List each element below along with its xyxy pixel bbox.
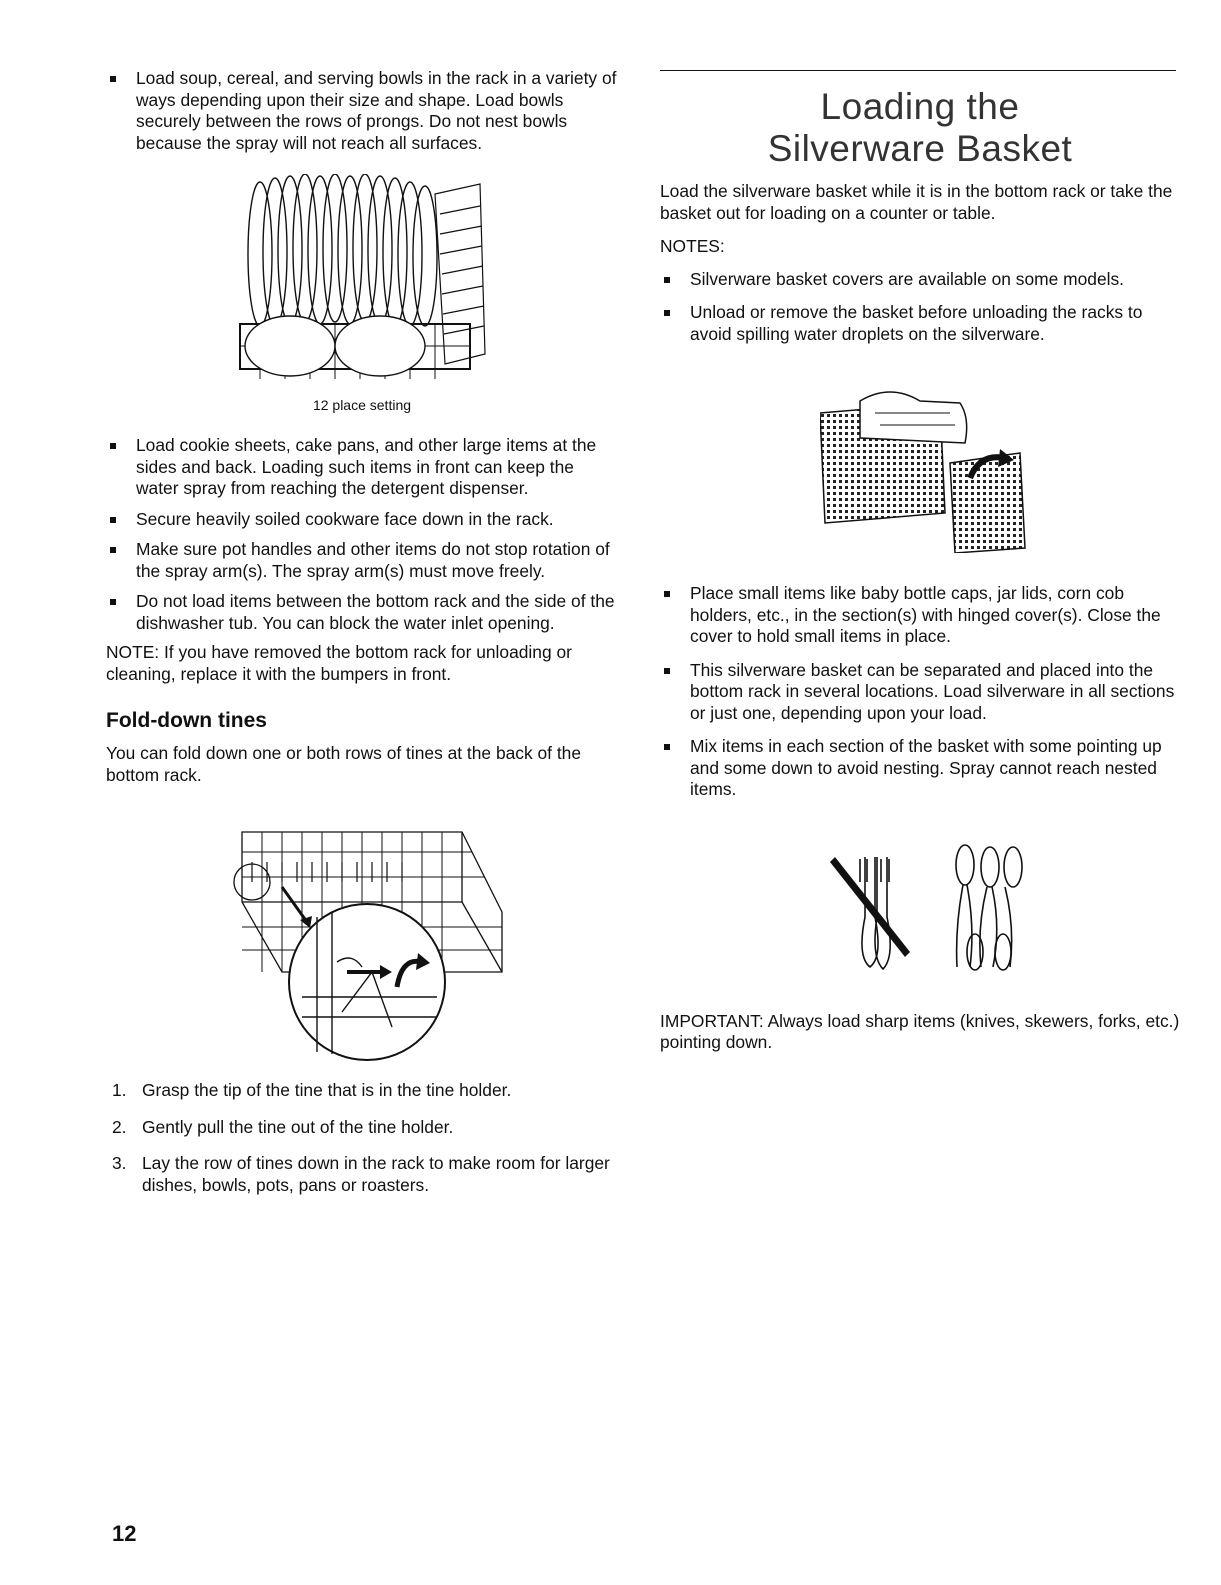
section-title — [660, 87, 1180, 169]
loading-bullet-list — [106, 435, 618, 634]
section-divider — [660, 70, 1176, 71]
bowls-bullet-list — [106, 68, 618, 154]
bowls-bullet: Load soup, cereal, and serving bowls in the rack in a variety of ways depending upon their size and shape. Load bowls securely between the rows of prongs. Do not nest bowls because the spray will not reach all surfaces. — [106, 68, 618, 154]
step-text: Lay the row of tines down in the rack to make room for larger dishes, bowls, pots, pans or roasters. — [142, 1153, 610, 1195]
step-number: 3. — [112, 1153, 127, 1173]
title-line-2: Silverware Basket — [767, 128, 1073, 169]
notes-list — [660, 269, 1180, 346]
step-text: Grasp the tip of the tine that is in the tine holder. — [142, 1080, 512, 1100]
fold-down-tines-intro: You can fold down one or both rows of tines at the back of the bottom rack. — [106, 743, 582, 785]
dish-rack-illustration — [230, 174, 490, 389]
rack-note: NOTE: If you have removed the bottom rack for unloading or cleaning, replace it with the bumpers in front. — [106, 642, 572, 684]
fold-down-tines-illustration — [222, 822, 522, 1062]
list-item: Silverware basket covers are available on some models. — [660, 269, 1180, 291]
figure1-caption: 12 place setting — [312, 397, 412, 413]
silverware-orientation-illustration — [815, 837, 1045, 977]
step-number: 1. — [112, 1080, 127, 1100]
step-item — [106, 1117, 618, 1139]
important-note: IMPORTANT: Always load sharp items (knives, skewers, forks, etc.) pointing down. — [660, 1010, 1180, 1052]
right-column — [660, 70, 1180, 1054]
notes-label: NOTES: — [660, 236, 725, 256]
list-item: Place small items like baby bottle caps, jar lids, corn cob holders, etc., in the section(s) with hinged cover(s). Close the cover to hold small items in place. — [660, 583, 1180, 648]
list-item: Secure heavily soiled cookware face down in the rack. — [106, 509, 618, 531]
silverware-basket-illustration — [820, 383, 1040, 553]
fold-down-steps — [106, 1080, 618, 1196]
step-text: Gently pull the tine out of the tine holder. — [142, 1116, 454, 1137]
fold-down-tines-heading: Fold-down tines — [106, 709, 267, 732]
list-item: Unload or remove the basket before unloading the racks to avoid spilling water droplets on the silverware. — [660, 302, 1180, 345]
step-item — [106, 1080, 618, 1102]
silverware-bullet-list — [660, 583, 1180, 801]
silverware-intro: Load the silverware basket while it is in the bottom rack or take the basket out for loading on a counter or table. — [660, 181, 1173, 223]
step-item — [106, 1153, 618, 1196]
title-line-1: Loading the — [820, 86, 1020, 127]
left-column — [106, 68, 618, 1196]
list-item: Make sure pot handles and other items do not stop rotation of the spray arm(s). The spray arm(s) must move freely. — [106, 539, 618, 582]
page-number: 12 — [112, 1521, 137, 1546]
list-item: Load cookie sheets, cake pans, and other large items at the sides and back. Loading such items in front can keep the water spray from reaching the detergent dispenser. — [106, 435, 618, 500]
list-item: This silverware basket can be separated and placed into the bottom rack in several locations. Load silverware in all sections or just one, depending upon your load. — [660, 660, 1180, 725]
list-item: Mix items in each section of the basket with some pointing up and some down to avoid nesting. Spray cannot reach nested items. — [660, 736, 1180, 801]
list-item: Do not load items between the bottom rack and the side of the dishwasher tub. You can block the water inlet opening. — [106, 591, 618, 634]
step-number: 2. — [112, 1116, 127, 1137]
